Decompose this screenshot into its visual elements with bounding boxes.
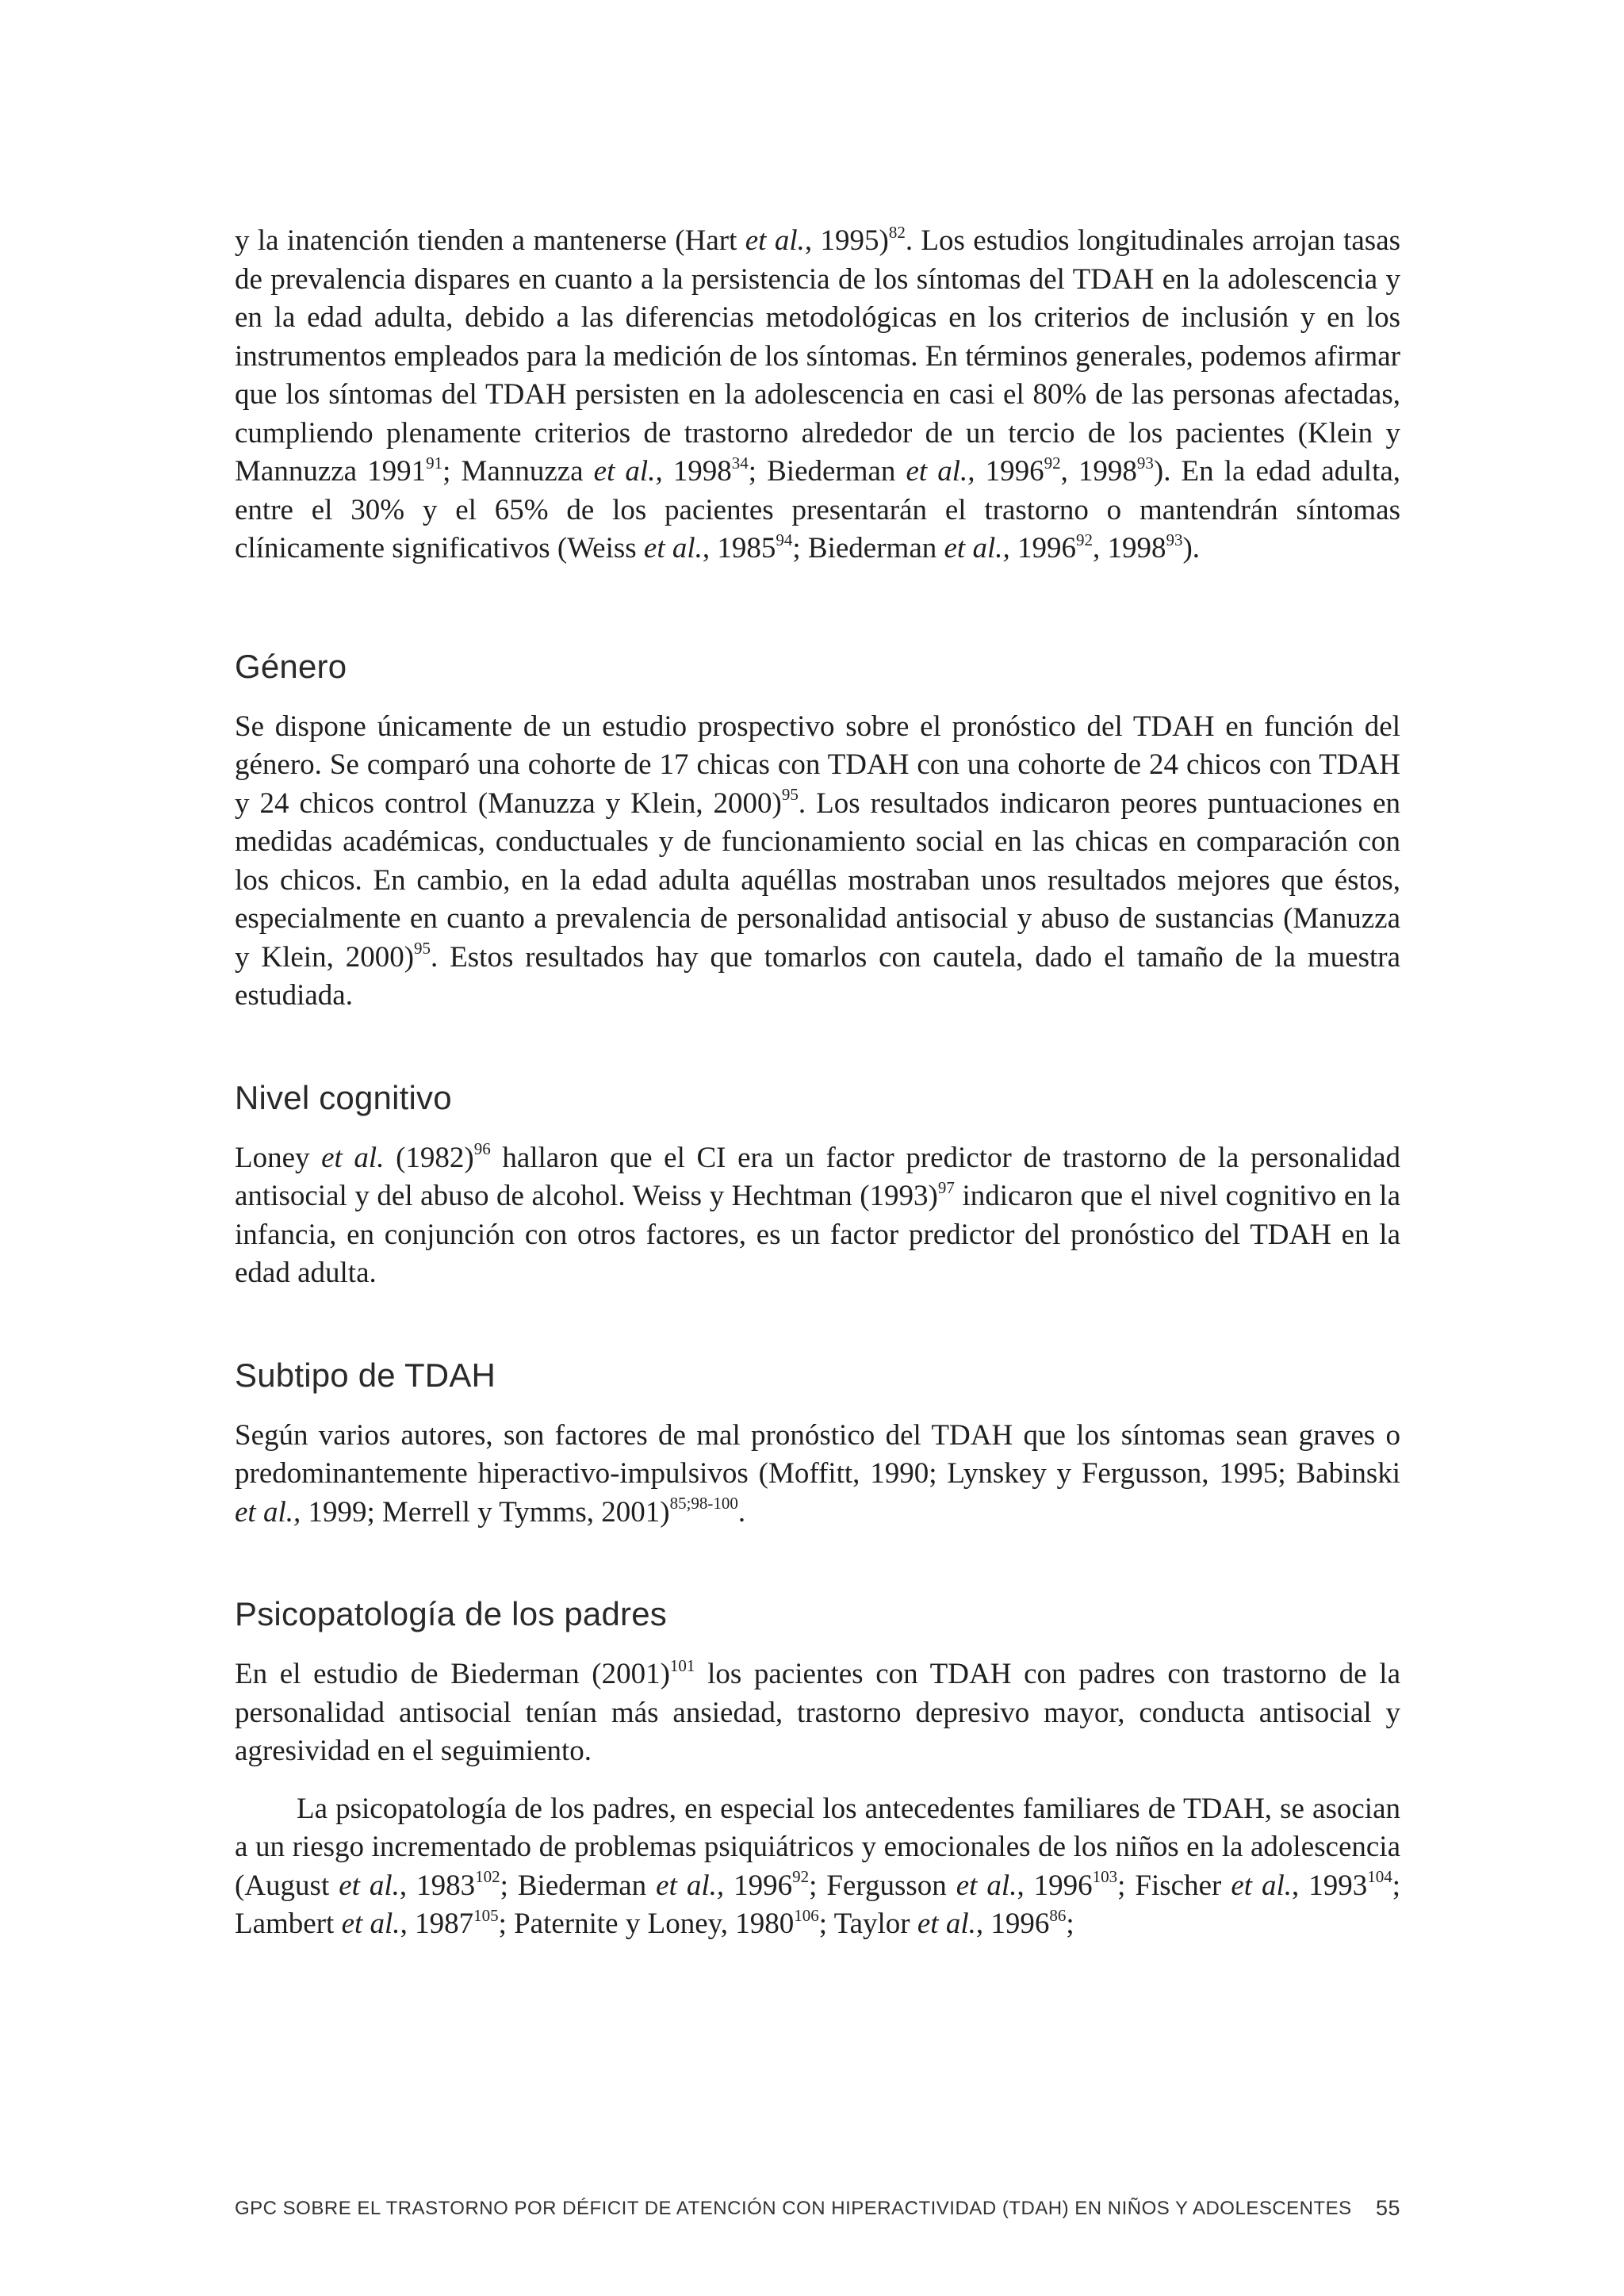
paragraph-nivel-cognitivo xyxy=(235,1139,1400,1293)
text-run: Se dispone únicamente de un estudio prospectivo sobre el pronóstico del TDAH en función del género. Se comparó una cohorte de 17 chicas con TDAH con una cohorte de 24 chicos con TDAH y 24 chicos control (Manuzza y Klein, 2000) xyxy=(235,710,1400,820)
text-run: , 1998 xyxy=(1092,532,1166,564)
italic-text: et al. xyxy=(339,1869,400,1902)
text-run: , 1985 xyxy=(702,532,776,564)
text-run: , 1983 xyxy=(399,1869,476,1902)
text-run: hallaron que el CI era un factor predictor de trastorno de la personalidad antisocial y del abuso de alcohol. Weiss y Hechtman (1993) xyxy=(235,1141,1400,1212)
citation-reference: 94 xyxy=(776,530,793,549)
italic-text: et al., xyxy=(593,455,663,488)
citation-reference: 96 xyxy=(473,1139,491,1159)
citation-reference: 93 xyxy=(1136,453,1154,473)
text-run: 1998 xyxy=(662,455,732,488)
citation-reference: 102 xyxy=(475,1867,500,1887)
text-run: , 1995) xyxy=(804,224,889,257)
citation-reference: 82 xyxy=(888,222,906,242)
text-run: los pacientes con TDAH con padres con trastorno de la personalidad antisocial tenían más ansiedad, trastorno depresivo mayor, conducta antisocial y agresividad en el seguimiento. xyxy=(235,1658,1400,1767)
italic-text: et al. xyxy=(321,1141,385,1174)
footer-title: GPC SOBRE EL TRASTORNO POR DÉFICIT DE ATENCIÓN CON HIPERACTIVIDAD (TDAH) EN NIÑOS Y ADOLESCENTES xyxy=(235,2198,1352,2219)
text-run: , 1996 xyxy=(975,1908,1050,1940)
text-run: (1982) xyxy=(384,1141,474,1174)
text-run: 1996 xyxy=(975,455,1044,488)
paragraph-subtipo-tdah xyxy=(235,1417,1400,1533)
paragraph-psicopatologia-2 xyxy=(235,1790,1400,1944)
text-run: ; Mannuzza xyxy=(442,455,594,488)
text-run: . Los estudios longitudinales arrojan tasas de prevalencia dispares en cuanto a la persistencia de los síntomas del TDAH en la adolescencia y en la edad adulta, debido a las diferencias metodológicas en los criterios de inclusión y en los instrumentos empleados para la medición de los síntomas. En términos generales, podemos afirmar que los síntomas del TDAH persisten en la adolescencia en casi el 80% de las personas afectadas, cumpliendo plenamente criterios de trastorno alrededor de un tercio de los pacientes (Klein y Mannuzza 1991 xyxy=(235,224,1401,488)
text-run: ; Biederman xyxy=(792,532,944,564)
heading-genero: Género xyxy=(235,647,347,685)
text-run: . Estos resultados hay que tomarlos con cautela, dado el tamaño de la muestra estudiada. xyxy=(235,940,1400,1012)
text-run: y la inatención tienden a mantenerse (Hart xyxy=(235,224,745,257)
text-run: . Los resultados indicaron peores puntuaciones en medidas académicas, conductuales y de funcionamiento social en las chicas en comparación con los chicos. En cambio, en la edad adulta aquéllas mostraban unos resultados mejores que éstos, especialmente en cuanto a prevalencia de personalidad antisocial y abuso de sustancias (Manuzza y Klein, 2000) xyxy=(235,786,1400,974)
text-run: ; Biederman xyxy=(500,1869,657,1902)
citation-reference: 104 xyxy=(1367,1867,1392,1887)
text-run: ; Lambert xyxy=(235,1869,1401,1940)
italic-text: et al. xyxy=(745,224,805,257)
italic-text: et al. xyxy=(917,1908,976,1940)
text-run: ; xyxy=(1066,1908,1074,1940)
italic-text: et al., xyxy=(235,1495,301,1529)
text-run: Loney xyxy=(235,1141,322,1174)
page-content xyxy=(235,222,1400,1944)
text-run: , 1996 xyxy=(1017,1869,1093,1902)
citation-reference: 92 xyxy=(792,1867,810,1887)
page-number: 55 xyxy=(1375,2196,1400,2220)
citation-reference: 101 xyxy=(669,1655,695,1675)
citation-reference: 106 xyxy=(794,1905,819,1925)
citation-reference: 103 xyxy=(1092,1867,1118,1887)
paragraph-genero xyxy=(235,708,1400,1016)
citation-reference: 34 xyxy=(731,453,749,473)
heading-psicopatologia-padres: Psicopatología de los padres xyxy=(235,1595,667,1632)
text-run: ; Paternite y Loney, 1980 xyxy=(498,1908,795,1940)
italic-text: et al., xyxy=(656,1869,725,1902)
text-run: ; Fischer xyxy=(1117,1869,1231,1902)
italic-text: et al., xyxy=(906,455,975,488)
text-run: , 1993 xyxy=(1292,1869,1368,1902)
heading-subtipo-tdah: Subtipo de TDAH xyxy=(235,1356,496,1394)
heading-nivel-cognitivo: Nivel cognitivo xyxy=(235,1078,452,1116)
text-run: ). xyxy=(1182,532,1201,564)
text-run: , 1998 xyxy=(1060,455,1137,488)
text-run: ; Fergusson xyxy=(809,1869,956,1902)
italic-text: et al. xyxy=(1231,1869,1293,1902)
italic-text: et al. xyxy=(643,532,703,564)
italic-text: et al. xyxy=(341,1908,400,1940)
citation-reference: 97 xyxy=(937,1177,955,1197)
citation-reference: 91 xyxy=(426,453,443,473)
citation-reference: 93 xyxy=(1166,530,1183,549)
citation-reference: 92 xyxy=(1075,530,1093,549)
text-run: ; Taylor xyxy=(818,1908,917,1940)
citation-reference: 86 xyxy=(1049,1905,1067,1925)
italic-text: et al., xyxy=(944,532,1010,564)
text-run: Según varios autores, son factores de mal pronóstico del TDAH que los síntomas sean graves o predominantemente hiperactivo-impulsivos (Moffitt, 1990; Lynskey y Fergusson, 1995; Babinski xyxy=(235,1418,1400,1490)
text-run: ). En la edad adulta, entre el 30% y el 65% de los pacientes presentarán el trastorno o mantendrán síntomas clínicamente significativos (Weiss xyxy=(235,455,1401,564)
citation-reference: 95 xyxy=(414,939,431,959)
citation-reference: 85;98-100 xyxy=(669,1494,738,1513)
italic-text: et al. xyxy=(956,1869,1017,1902)
text-run: 1996 xyxy=(724,1869,793,1902)
text-run: 1999; Merrell y Tymms, 2001) xyxy=(301,1495,670,1529)
citation-reference: 92 xyxy=(1044,453,1061,473)
text-run: La psicopatología de los padres, en especial los antecedentes familiares de TDAH, se asocian a un riesgo incrementado de problemas psiquiátricos y emocionales de los niños en la adolescencia (August xyxy=(235,1792,1400,1902)
text-run: , 1987 xyxy=(400,1908,474,1940)
citation-reference: 105 xyxy=(473,1905,499,1925)
text-run: . xyxy=(737,1495,746,1529)
text-run: ; Biederman xyxy=(748,455,906,488)
text-run: En el estudio de Biederman (2001) xyxy=(235,1658,670,1690)
text-run: indicaron que el nivel cognitivo en la infancia, en conjunción con otros factores, es un factor predictor del pronóstico del TDAH en la edad adulta. xyxy=(235,1180,1401,1289)
paragraph-intro xyxy=(235,222,1400,568)
text-run: 1996 xyxy=(1009,532,1076,564)
paragraph-psicopatologia-1 xyxy=(235,1655,1400,1771)
citation-reference: 95 xyxy=(781,785,799,805)
